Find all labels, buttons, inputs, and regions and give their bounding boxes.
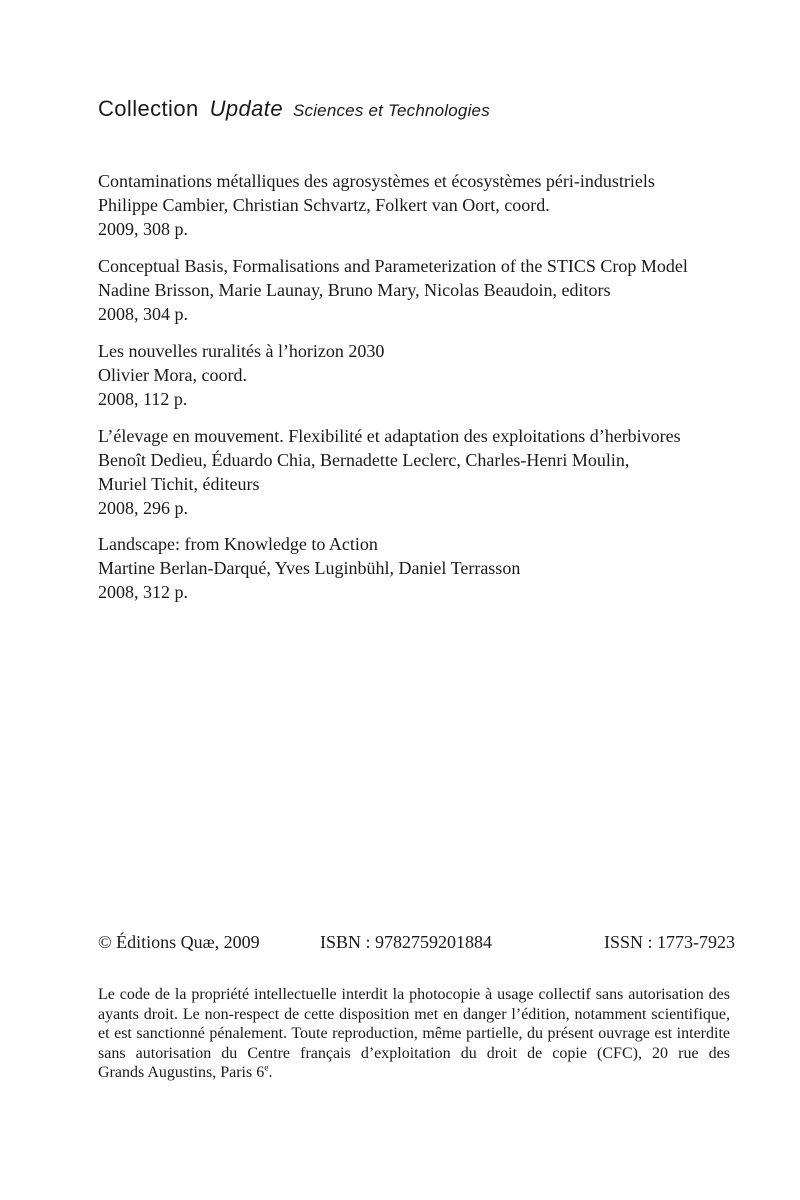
legal-notice-line bbox=[98, 1063, 730, 1083]
legal-notice-line: sans autorisation du Centre français d’exploitation du droit de copie (CFC), 20 rue des bbox=[98, 1044, 730, 1062]
book-authors: Olivier Mora, coord. bbox=[98, 365, 247, 385]
series-name: Update bbox=[209, 96, 283, 121]
book-edition: 2008, 304 p. bbox=[98, 304, 188, 324]
legal-notice-line: Le code de la propriété intellectuelle interdit la photocopie à usage collectif sans autorisation des bbox=[98, 986, 730, 1003]
isbn-number: ISBN : 9782759201884 bbox=[320, 932, 493, 952]
book-edition: 2008, 296 p. bbox=[98, 498, 188, 518]
collection-header bbox=[98, 96, 490, 124]
book-title: Les nouvelles ruralités à l’horizon 2030 bbox=[98, 341, 385, 361]
copyright-notice: © Éditions Quæ, 2009 bbox=[98, 932, 260, 952]
book-edition: 2008, 112 p. bbox=[98, 389, 188, 409]
book-authors: Muriel Tichit, éditeurs bbox=[98, 474, 260, 494]
book-title: Contaminations métalliques des agrosystèmes et écosystèmes péri-industriels bbox=[98, 171, 655, 191]
legal-notice bbox=[98, 985, 730, 1083]
book-authors: Benoît Dedieu, Éduardo Chia, Bernadette Leclerc, Charles-Henri Moulin, bbox=[98, 450, 630, 470]
book-authors: Martine Berlan-Darqué, Yves Luginbühl, Daniel Terrasson bbox=[98, 558, 521, 578]
ordinal-superscript: e bbox=[264, 1063, 269, 1075]
book-entry bbox=[98, 532, 748, 604]
book-edition: 2009, 308 p. bbox=[98, 219, 188, 239]
series-subtitle: Sciences et Technologies bbox=[292, 101, 490, 120]
book-title: Landscape: from Knowledge to Action bbox=[98, 534, 378, 554]
book-title: Conceptual Basis, Formalisations and Parameterization of the STICS Crop Model bbox=[98, 256, 688, 276]
book-entry bbox=[98, 424, 748, 520]
book-list bbox=[98, 169, 748, 617]
book-edition: 2008, 312 p. bbox=[98, 582, 188, 602]
legal-notice-line: ayants droit. Le non-respect de cette disposition met en danger l’édition, notamment scientifique, bbox=[98, 1005, 730, 1023]
legal-period: . bbox=[268, 1064, 273, 1082]
issn-number: ISSN : 1773-7923 bbox=[603, 932, 735, 952]
collection-label: Collection bbox=[98, 96, 199, 121]
book-entry bbox=[98, 254, 748, 326]
publication-info-row bbox=[98, 931, 735, 955]
legal-last-line-text: Grands Augustins, Paris 6 bbox=[98, 1064, 265, 1082]
book-authors: Nadine Brisson, Marie Launay, Bruno Mary, Nicolas Beaudoin, editors bbox=[98, 280, 611, 300]
book-authors: Philippe Cambier, Christian Schvartz, Folkert van Oort, coord. bbox=[98, 195, 550, 215]
book-entry bbox=[98, 339, 748, 411]
book-entry bbox=[98, 169, 748, 241]
book-title: L’élevage en mouvement. Flexibilité et adaptation des exploitations d’herbivores bbox=[98, 426, 681, 446]
legal-notice-line: et est sanctionné pénalement. Toute reproduction, même partielle, du présent ouvrage est interdite bbox=[98, 1025, 730, 1043]
